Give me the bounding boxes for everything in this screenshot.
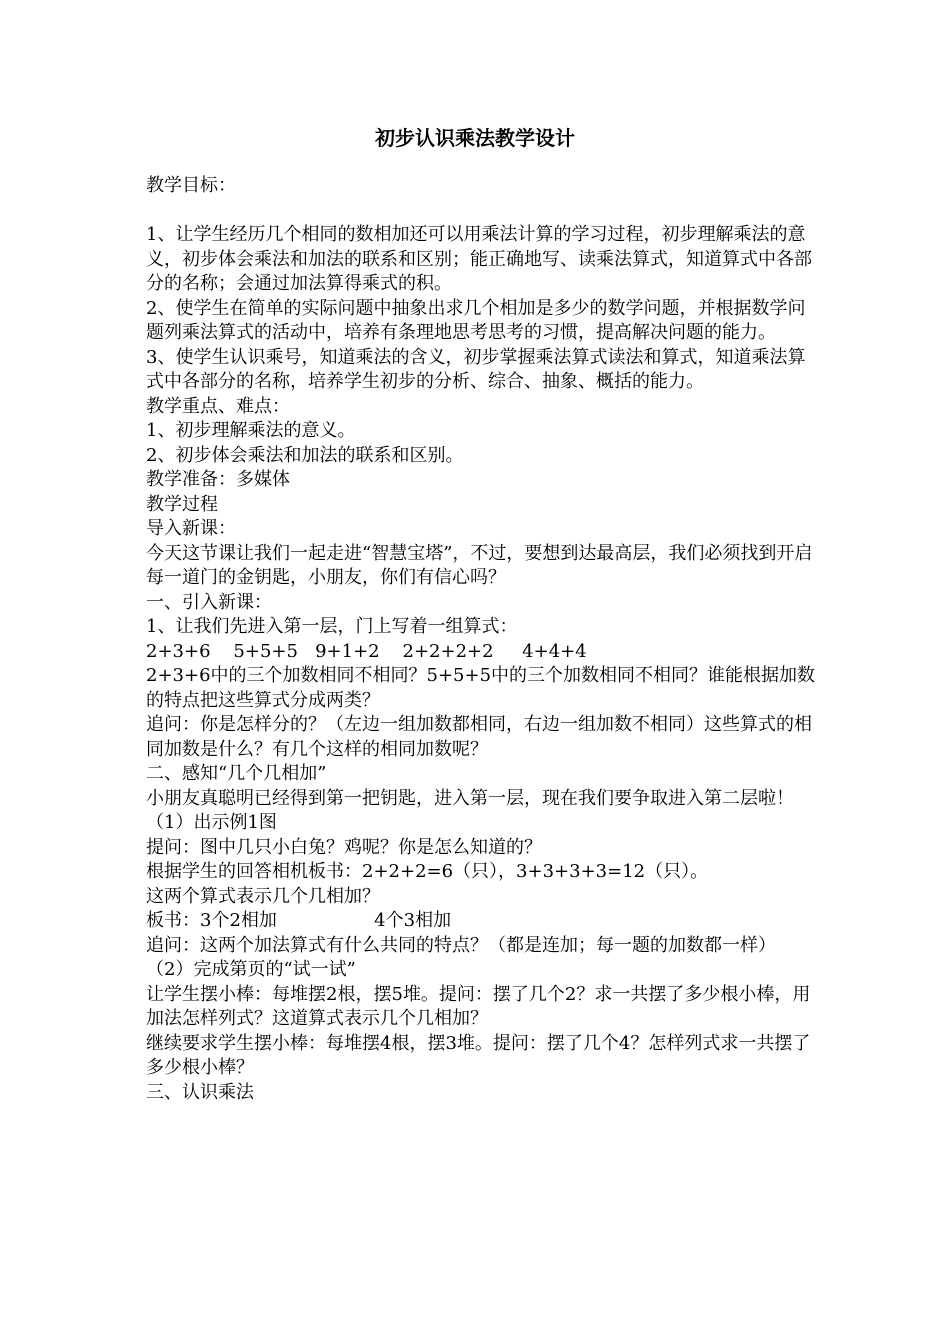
teaching-preparation: 教学准备：多媒体 (146, 469, 290, 490)
stick-activity-1: 让学生摆小棒：每堆摆2根，摆5堆。提问：摆了几个2？求一共摆了多少根小棒，用加法怎样列式？这道算式表示几个几相加？ (146, 983, 811, 1029)
follow-up-paragraph: 追问：你是怎样分的？（左边一组加数都相同，右边一组加数不相同）这些算式的相同加数是什么？有几个这样的相同加数呢？ (146, 714, 812, 760)
blank-line (146, 199, 816, 224)
document-title: 初步认识乘法教学设计 (375, 126, 575, 150)
stick-activity-2: 继续要求学生摆小棒：每堆摆4根，摆3堆。提问：摆了几个4？怎样列式求一共摆了多少根小棒？ (146, 1032, 811, 1078)
example-1-prompt: 这两个算式表示几个几相加？ (146, 885, 380, 907)
part-one-heading: 一、引入新课： (146, 591, 272, 613)
board-writing: 板书：3个2相加 4个3相加 (146, 910, 452, 931)
key-point-1: 1、初步理解乘法的意义。 (146, 420, 356, 441)
key-point-2: 2、初步体会乘法和加法的联系和区别。 (146, 444, 464, 466)
part-two-heading: 二、感知“几个几相加” (146, 763, 327, 784)
equation-row: 2+3+6 5+5+5 9+1+2 2+2+2+2 4+4+4 (146, 640, 587, 662)
try-it-heading: （2）完成第页的“试一试” (146, 959, 356, 980)
follow-up-question: 追问：这两个加法算式有什么共同的特点？（都是连加；每一题的加数都一样） (146, 934, 776, 956)
objective-1: 1、让学生经历几个相同的数相加还可以用乘法计算的学习过程，初步理解乘法的意义，初步体会乘法和加法的联系和区别；能正确地写、读乘法算式，知道算式中各部分的名称；会通过加法算得乘式的积。 (146, 224, 812, 294)
part-one-step-1: 1、让我们先进入第一层，门上写着一组算式： (146, 616, 518, 637)
part-two-intro: 小朋友真聪明已经得到第一把钥匙，进入第一层，现在我们要争取进入第二层啦！ (146, 787, 794, 809)
section-heading-key-points: 教学重点、难点： (146, 395, 290, 417)
board-notes: 根据学生的回答相机板书：2+2+2=6（只），3+3+3+3=12（只）。 (146, 861, 709, 882)
intro-paragraph: 今天这节课让我们一起走进“智慧宝塔”，不过，要想到达最高层，我们必须找到开启每一道门的金钥匙，小朋友，你们有信心吗？ (146, 542, 813, 588)
question-paragraph: 2+3+6中的三个加数相同不相同？5+5+5中的三个加数相同不相同？谁能根据加数的特点把这些算式分成两类？ (146, 665, 816, 711)
example-1-heading: （1）出示例1图 (146, 812, 277, 833)
objective-2: 2、使学生在简单的实际问题中抽象出求几个相加是多少的数学问题，并根据数学问题列乘法算式的活动中，培养有条理地思考思考的习惯，提高解决问题的能力。 (146, 297, 806, 343)
section-heading-process: 教学过程 (146, 493, 218, 515)
section-heading-objectives: 教学目标： (146, 175, 236, 196)
part-three-heading: 三、认识乘法 (146, 1081, 254, 1103)
section-heading-intro: 导入新课： (146, 518, 236, 539)
objective-3: 3、使学生认识乘号，知道乘法的含义，初步掌握乘法算式读法和算式，知道乘法算式中各部分的名称，培养学生初步的分析、综合、抽象、概括的能力。 (146, 346, 806, 392)
document-body (146, 174, 816, 1105)
example-1-question: 提问：图中几只小白兔？鸡呢？你是怎么知道的？ (146, 836, 542, 858)
